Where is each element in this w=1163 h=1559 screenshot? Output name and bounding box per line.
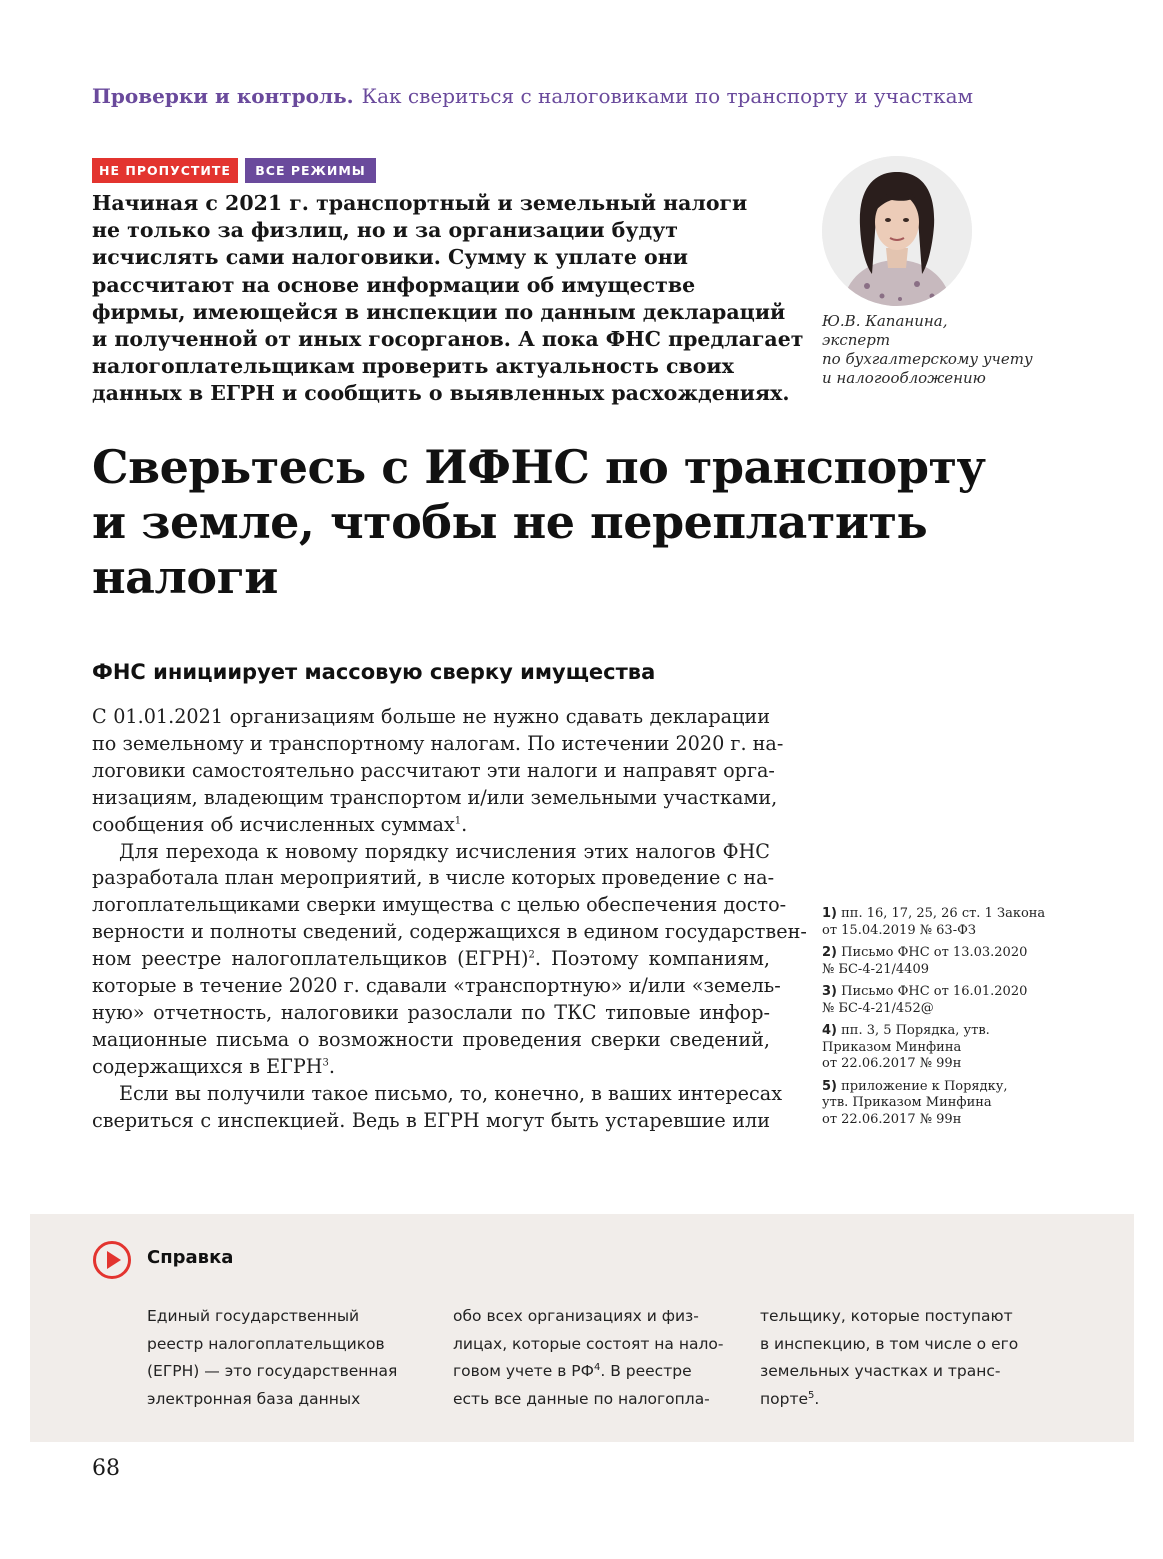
body-line: ную» отчетность, налоговики разослали по ТКС типовые инфор- — [92, 1000, 770, 1024]
footnote-ref: 1 — [454, 815, 462, 827]
headline-line: налоги — [92, 550, 278, 604]
body-line: которые в течение 2020 г. сдавали «транспортную» и/или «земель- — [92, 974, 781, 998]
reference-fragment: . В реестре — [600, 1362, 692, 1380]
body-line: мационные письма о возможности проведения сверки сведений, — [92, 1027, 770, 1051]
footnotes — [822, 906, 1046, 1134]
reference-line: лицах, которые состоят на нало- — [453, 1334, 724, 1353]
footnote-text: № БС-4-21/452@ — [822, 1000, 934, 1016]
body-line — [92, 946, 770, 973]
footnote-ref: 3 — [322, 1057, 329, 1069]
body-line: верности и полноты сведений, содержащихся в едином государствен- — [92, 920, 807, 944]
footnote — [822, 1023, 1042, 1073]
reference-box-title: Справка — [147, 1247, 234, 1268]
footnote — [822, 1079, 1042, 1129]
headline-line: и земле, чтобы не переплатить — [92, 495, 928, 549]
reference-column-3 — [760, 1303, 1018, 1413]
body-line: по земельному и транспортному налогам. По истечении 2020 г. на- — [92, 731, 784, 755]
play-icon — [92, 1240, 132, 1280]
reference-line: тельщику, которые поступают — [760, 1307, 1013, 1325]
headline-line: Сверьтесь с ИФНС по транспорту — [92, 440, 986, 494]
body-line: разработала план мероприятий, в числе которых проведение с на- — [92, 866, 775, 890]
footnote — [822, 945, 1042, 978]
author-caption — [822, 312, 1033, 388]
running-head-title: Как свериться с налоговиками по транспорту и участкам — [361, 84, 974, 108]
lead-line: данных в ЕГРН и сообщить о выявленных расхождениях. — [92, 381, 790, 406]
article-headline — [92, 440, 985, 605]
footnote-number: 2) — [822, 945, 837, 960]
footnote-number: 3) — [822, 984, 837, 999]
reference-line: есть все данные по налогопла- — [453, 1389, 710, 1408]
lead-line: Начиная с 2021 г. транспортный и земельный налоги — [92, 191, 748, 215]
lead-line: не только за физлиц, но и за организации будут — [92, 218, 678, 243]
tag-all-regimes: ВСЕ РЕЖИМЫ — [245, 158, 376, 183]
body-line: сообщения об исчисленных суммах$^1$. — [92, 812, 468, 836]
lead-line: фирмы, имеющейся в инспекции по данным деклараций — [92, 299, 786, 324]
author-role: по бухгалтерскому учету — [822, 350, 1033, 368]
footnote-text: от 15.04.2019 № 63-ФЗ — [822, 922, 976, 938]
footnote-text: утв. Приказом Минфина — [822, 1095, 992, 1110]
reference-column-2 — [453, 1303, 723, 1413]
footnote-ref: 2 — [528, 949, 535, 961]
footnote-ref: 4 — [593, 1361, 601, 1373]
footnote-text: Письмо ФНС от 13.03.2020 — [841, 945, 1028, 960]
reference-line: в инспекцию, в том числе о его — [760, 1334, 1019, 1353]
reference-line: реестр налогоплательщиков — [147, 1334, 385, 1353]
body-fragment: ном реестре налогоплательщиков (ЕГРН) — [92, 947, 529, 971]
body-fragment: сообщения об исчисленных суммах — [92, 812, 455, 836]
footnote-text: пп. 3, 5 Порядка, утв. — [841, 1023, 990, 1038]
footnote — [822, 906, 1046, 939]
lead-line: и полученной от иных госорганов. А пока ФНС предлагает — [92, 327, 804, 352]
reference-line: обо всех организациях и физ- — [453, 1307, 699, 1325]
author-photo — [822, 156, 972, 306]
section-heading: ФНС инициирует массовую сверку имущества — [92, 660, 656, 684]
running-head-section: Проверки и контроль. — [92, 84, 354, 108]
reference-line: (ЕГРН) — это государственная — [147, 1362, 398, 1380]
footnote-number: 1) — [822, 906, 837, 921]
footnote-number: 4) — [822, 1023, 837, 1038]
footnote-ref: 5 — [808, 1389, 815, 1401]
author-name: Ю.В. Капанина, — [822, 312, 948, 330]
reference-fragment: говом учете в РФ — [453, 1362, 594, 1380]
footnote-text: пп. 16, 17, 25, 26 ст. 1 Закона — [841, 906, 1046, 921]
lead-paragraph — [92, 190, 804, 408]
footnote-number: 5) — [822, 1078, 837, 1094]
body-line: низациям, владеющим транспортом и/или земельными участками, — [92, 785, 778, 809]
footnote-text: приложение к Порядку, — [841, 1078, 1008, 1094]
reference-column-1 — [147, 1303, 397, 1413]
body-line: свериться с инспекцией. Ведь в ЕГРН могут быть устаревшие или — [92, 1108, 770, 1132]
body-fragment: . Поэтому компаниям, — [534, 947, 770, 971]
body-line: логоплательщиками сверки имущества с целью обеспечения досто- — [92, 893, 787, 917]
reference-line: Единый государственный — [147, 1307, 360, 1325]
lead-line: рассчитают на основе информации об имуществе — [92, 272, 696, 297]
footnote-text: Приказом Минфина — [822, 1039, 962, 1055]
footnote-text: от 22.06.2017 № 99н — [822, 1056, 962, 1071]
footnote-text: от 22.06.2017 № 99н — [822, 1111, 962, 1127]
lead-line: исчислять сами налоговики. Сумму к уплате они — [92, 245, 688, 270]
body-text — [92, 704, 807, 1135]
reference-line: электронная база данных — [147, 1389, 361, 1408]
reference-fragment: . — [814, 1389, 820, 1408]
lead-line: налогоплательщикам проверить актуальность своих — [92, 354, 734, 379]
body-line: содержащихся в ЕГРН$^3$. — [92, 1054, 335, 1078]
reference-fragment: порте — [760, 1389, 809, 1408]
body-line: Если вы получили такое письмо, то, конечно, в ваших интересах — [119, 1081, 783, 1105]
footnote — [822, 984, 1042, 1017]
author-role: и налогообложению — [822, 369, 986, 387]
running-head — [92, 84, 973, 108]
tag-dont-miss: НЕ ПРОПУСТИТЕ — [92, 158, 238, 183]
footnote-text: Письмо ФНС от 16.01.2020 — [841, 984, 1028, 999]
body-line: Для перехода к новому порядку исчисления этих налогов ФНС — [119, 839, 770, 863]
reference-line — [453, 1358, 723, 1386]
reference-line — [760, 1386, 1018, 1414]
body-fragment: содержащихся в ЕГРН — [92, 1054, 323, 1078]
body-line: логовики самостоятельно рассчитают эти налоги и направят орга- — [92, 758, 775, 782]
page-number: 68 — [92, 1456, 120, 1481]
footnote-text: № БС-4-21/4409 — [822, 961, 929, 977]
author-role: эксперт — [822, 331, 891, 349]
body-line: С 01.01.2021 организациям больше не нужно сдавать декларации — [92, 705, 770, 728]
reference-line: земельных участках и транс- — [760, 1362, 1001, 1380]
author-portrait-icon — [822, 156, 972, 306]
